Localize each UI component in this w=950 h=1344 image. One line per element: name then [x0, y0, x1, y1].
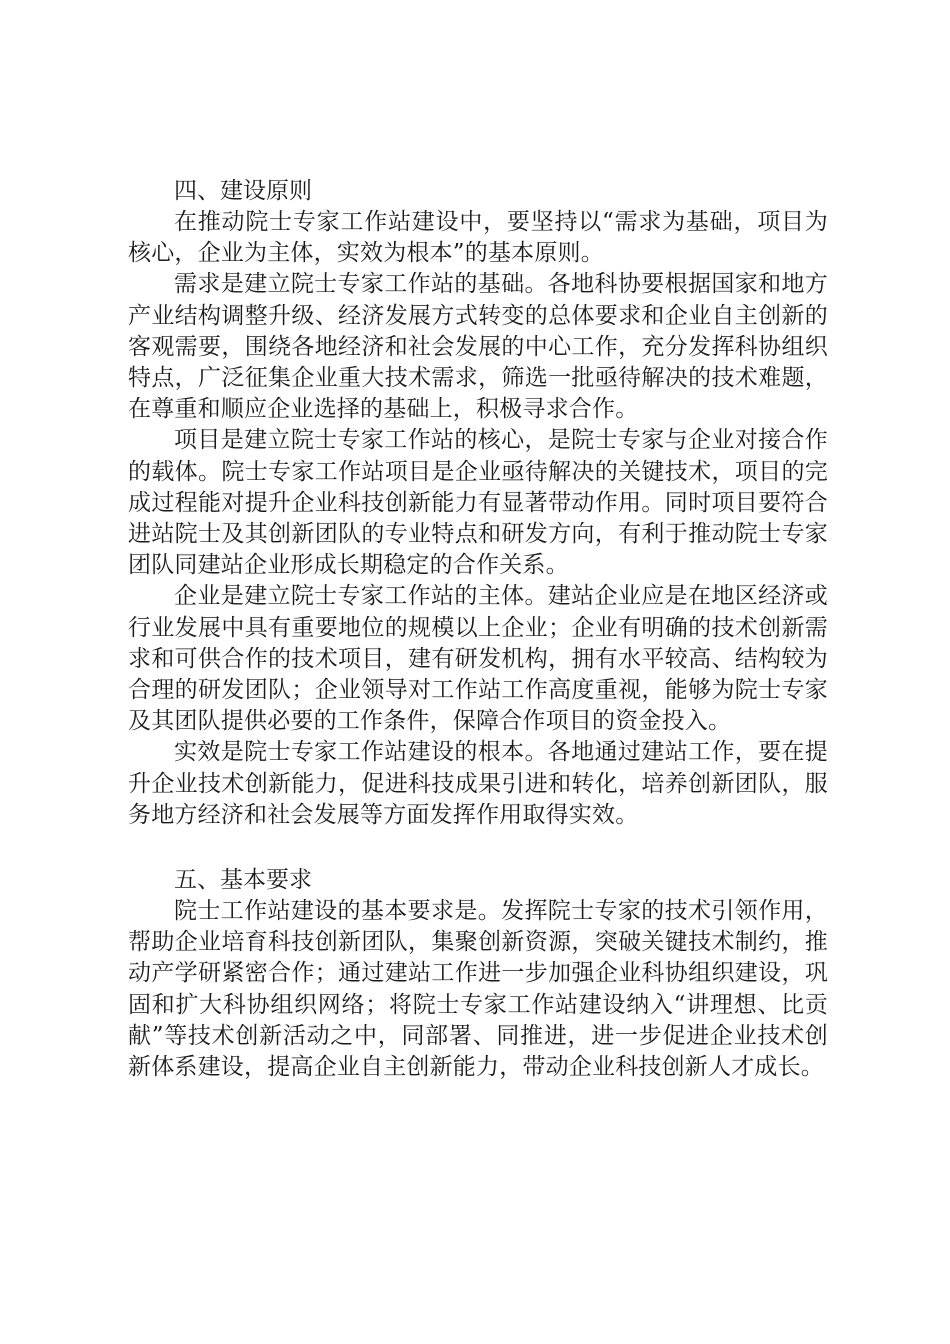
- section-basic-requirements: [128, 865, 828, 1083]
- paragraph: 项目是建立院士专家工作站的核心，是院士专家与企业对接合作的载体。院士专家工作站项目是企业亟待解决的关键技术，项目的完成过程能对提升企业科技创新能力有显著带动作用。同时项目要符合进站院士及其创新团队的专业特点和研发方向，有利于推动院士专家团队同建站企业形成长期稳定的合作关系。: [128, 427, 828, 579]
- section-construction-principles: [128, 176, 828, 831]
- paragraph: 院士工作站建设的基本要求是。发挥院士专家的技术引领作用，帮助企业培育科技创新团队，集聚创新资源，突破关键技术制约，推动产学研紧密合作；通过建站工作进一步加强企业科协组织建设，巩固和扩大科协组织网络；将院士专家工作站建设纳入“讲理想、比贡献”等技术创新活动之中，同部署、同推进，进一步促进企业技术创新体系建设，提高企业自主创新能力，带动企业科技创新人才成长。: [128, 898, 828, 1081]
- document-body: [128, 176, 828, 1083]
- section-heading: 五、基本要求: [174, 867, 312, 894]
- section-spacer: [128, 831, 828, 865]
- section-heading: 四、建设原则: [174, 178, 312, 204]
- paragraph: 实效是院士专家工作站建设的根本。各地通过建站工作，要在提升企业技术创新能力，促进科技成果引进和转化，培养创新团队，服务地方经济和社会发展等方面发挥作用取得实效。: [128, 739, 828, 828]
- paragraph: 企业是建立院士专家工作站的主体。建站企业应是在地区经济或行业发展中具有重要地位的规模以上企业；企业有明确的技术创新需求和可供合作的技术项目，建有研发机构，拥有水平较高、结构较为合理的研发团队；企业领导对工作站工作高度重视，能够为院士专家及其团队提供必要的工作条件，保障合作项目的资金投入。: [128, 583, 828, 735]
- paragraph: 需求是建立院士专家工作站的基础。各地科协要根据国家和地方产业结构调整升级、经济发展方式转变的总体要求和企业自主创新的客观需要，围绕各地经济和社会发展的中心工作，充分发挥科协组织特点，广泛征集企业重大技术需求，筛选一批亟待解决的技术难题，在尊重和顺应企业选择的基础上，积极寻求合作。: [128, 271, 828, 423]
- paragraph: 在推动院士专家工作站建设中，要坚持以“需求为基础，项目为核心，企业为主体，实效为根本”的基本原则。: [128, 209, 828, 267]
